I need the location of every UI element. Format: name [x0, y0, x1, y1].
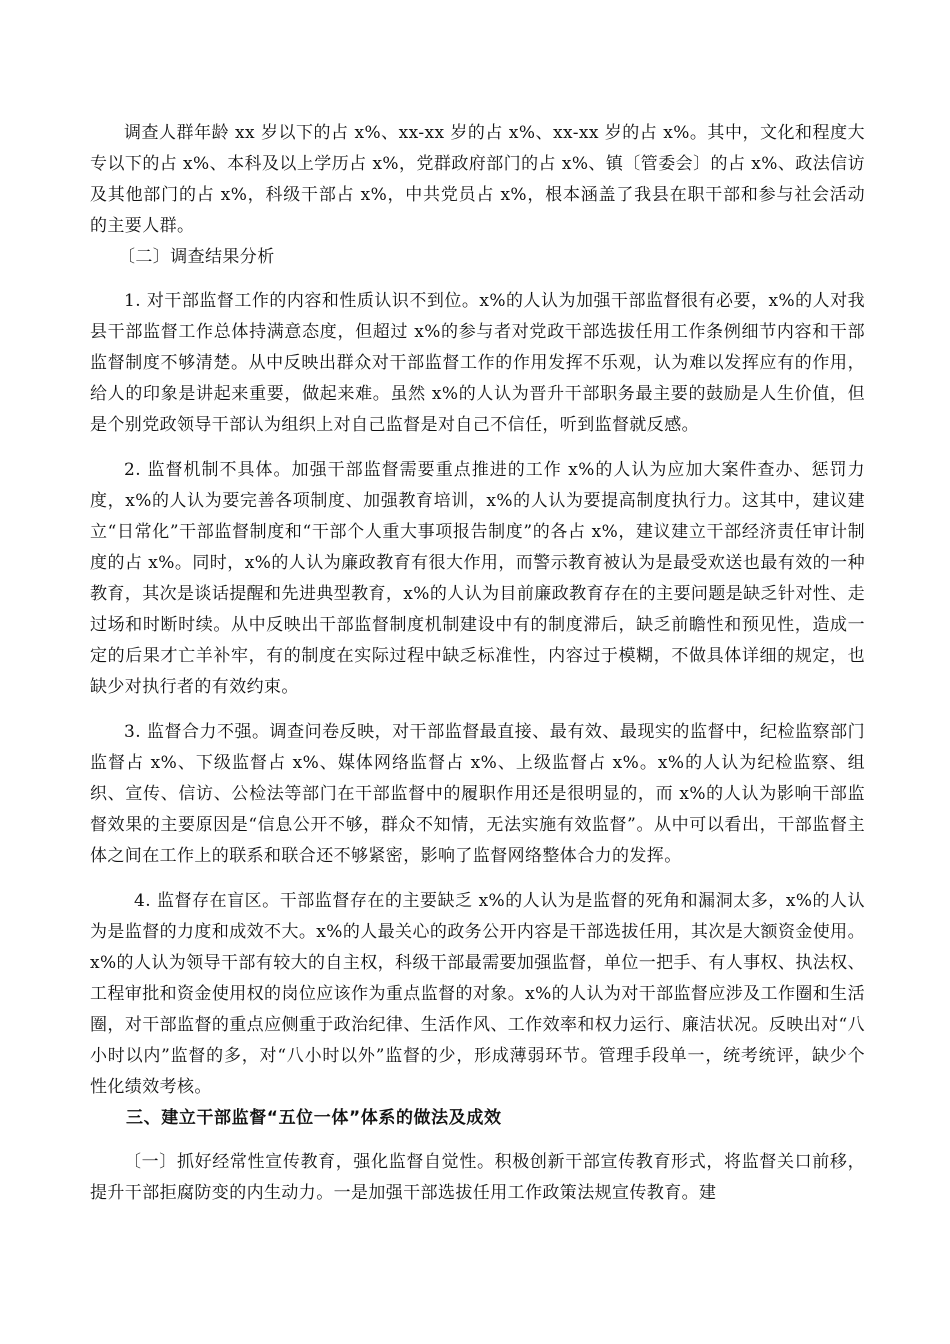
paragraph-section-one: 〔一〕抓好经常性宣传教育，强化监督自觉性。积极创新干部宣传教育形式，将监督关口前移，提升干部拒腐防变的内生动力。一是加强干部选拔任用工作政策法规宣传教育。建 [90, 1152, 865, 1203]
paragraph-survey-demographics: 调查人群年龄 xx 岁以下的占 x%、xx-xx 岁的占 x%、xx-xx 岁的占 x%。其中，文化和程度大专以下的占 x%、本科及以上学历占 x%，党群政府部门的占 x%、镇〔管委会〕的占 x%、政法信访及其他部门的占 x%，科级干部占 x%，中共党员占 x%，根本涵盖了我县在职干部和参与社会活动的主要人群。 [90, 123, 865, 236]
document-body [90, 118, 865, 1209]
section-heading-three: 三、建立干部监督“五位一体”体系的做法及成效 [126, 1108, 502, 1128]
paragraph-point-3: 3. 监督合力不强。调查问卷反映，对干部监督最直接、最有效、最现实的监督中，纪检监察部门监督占 x%、下级监督占 x%、媒体网络监督占 x%、上级监督占 x%。x%的人认为纪检监察、组织、宣传、信访、公检法等部门在干部监督中的履职作用还是很明显的，而 x%的人认为影响干部监督效果的主要原因是“信息公开不够，群众不知情，无法实施有效监督”。从中可以看出，干部监督主体之间在工作上的联系和联合还不够紧密，影响了监督网络整体合力的发挥。 [90, 722, 865, 866]
paragraph-point-4: 4. 监督存在盲区。干部监督存在的主要缺乏 x%的人认为是监督的死角和漏洞太多，x%的人认为是监督的力度和成效不大。x%的人最关心的政务公开内容是干部选拔任用，其次是大额资金使用。x%的人认为领导干部有较大的自主权，科级干部最需要加强监督，单位一把手、有人事权、执法权、工程审批和资金使用权的岗位应该作为重点监督的对象。x%的人认为对干部监督应涉及工作圈和生活圈，对干部监督的重点应侧重于政治纪律、生活作风、工作效率和权力运行、廉洁状况。反映出对“八小时以内”监督的多，对“八小时以外”监督的少，形成薄弱环节。管理手段单一，统考统评，缺少个性化绩效考核。 [90, 891, 865, 1097]
paragraph-point-2: 2. 监督机制不具体。加强干部监督需要重点推进的工作 x%的人认为应加大案件查办、惩罚力度，x%的人认为要完善各项制度、加强教育培训，x%的人认为要提高制度执行力。这其中，建议建立“日常化”干部监督制度和“干部个人重大事项报告制度”的各占 x%，建议建立干部经济责任审计制度的占 x%。同时，x%的人认为廉政教育有很大作用，而警示教育被认为是最受欢送也最有效的一种教育，其次是谈话提醒和先进典型教育，x%的人认为目前廉政教育存在的主要问题是缺乏针对性、走过场和时断时续。从中反映出干部监督制度机制建设中有的制度滞后，缺乏前瞻性和预见性，造成一定的后果才亡羊补牢，有的制度在实际过程中缺乏标准性，内容过于模糊，不做具体详细的规定，也缺少对执行者的有效约束。 [90, 460, 865, 697]
section-subheading-survey-analysis: 〔二〕调查结果分析 [118, 247, 275, 267]
paragraph-point-1: 1. 对干部监督工作的内容和性质认识不到位。x%的人认为加强干部监督很有必要，x%的人对我县干部监督工作总体持满意态度，但超过 x%的参与者对党政干部选拔任用工作条例细节内容和干部监督制度不够清楚。从中反映出群众对干部监督工作的作用发挥不乐观，认为难以发挥应有的作用，给人的印象是讲起来重要，做起来难。虽然 x%的人认为晋升干部职务最主要的鼓励是人生价值，但是个别党政领导干部认为组织上对自己监督是对自己不信任，听到监督就反感。 [90, 291, 865, 435]
